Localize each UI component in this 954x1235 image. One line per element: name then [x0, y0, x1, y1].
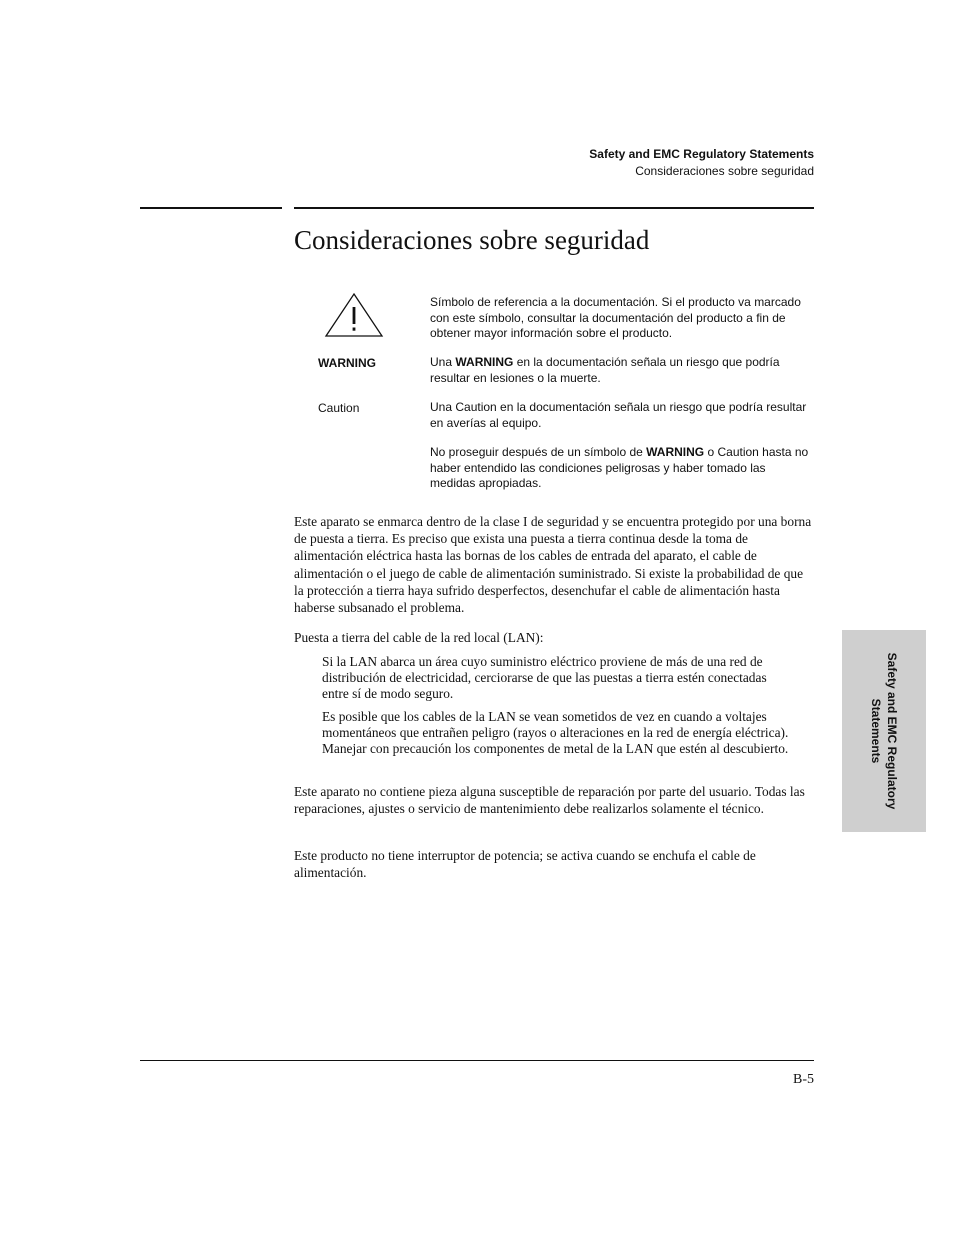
power-switch-paragraph: Este producto no tiene interruptor de potencia; se activa cuando se enchufa el cable de alimentación. [294, 848, 756, 881]
caution-description: Una Caution en la documentación señala un riesgo que podría resultar en averías al equipo. [430, 400, 807, 430]
warning-label: WARNING [318, 356, 376, 370]
chapter-side-tab [842, 630, 926, 832]
lan-grounding-item-1: Si la LAN abarca un área cuyo suministro eléctrico proviene de más de una red de distribución de electricidad, cerciorarse de que las puestas a tierra estén conectadas entre sí de modo seguro. [322, 654, 767, 701]
icon-description: Símbolo de referencia a la documentación. Si el producto va marcado con este símbolo, consultar la documentación del producto a fin de obtener mayor información sobre el producto. [430, 295, 801, 340]
page-title: Consideraciones sobre seguridad [294, 225, 650, 255]
title-rule-right [294, 207, 814, 209]
caution-label: Caution [318, 401, 360, 415]
footer-rule [140, 1060, 814, 1061]
proceed-inline-term: WARNING [646, 445, 705, 459]
warning-description: Una WARNING en la documentación señala un riesgo que podría resultar en lesiones o la muerte. [430, 355, 780, 385]
page-number: B-5 [793, 1072, 814, 1087]
lan-grounding-heading: Puesta a tierra del cable de la red local (LAN): [294, 630, 544, 645]
warning-inline-term: WARNING [455, 355, 514, 369]
running-header-chapter: Safety and EMC Regulatory Statements [589, 147, 814, 161]
service-paragraph: Este aparato no contiene pieza alguna susceptible de reparación por parte del usuario. Todas las reparaciones, ajustes o servicio de mantenimiento debe realizarlos solamente el técnico. [294, 784, 805, 817]
running-header [589, 146, 814, 180]
title-rule-left [140, 207, 282, 209]
lan-grounding-item-2: Es posible que los cables de la LAN se vean sometidos de vez en cuando a voltajes momentáneos que entrañen peligro (rayos o alteraciones en la red de energía eléctrica). Manejar con precaución los componentes de metal de la LAN que estén al descubierto. [322, 709, 789, 756]
side-tab-text: Safety and EMC Regulatory Statements [869, 652, 899, 810]
proceed-note: No proseguir después de un símbolo de WARNING o Caution hasta no haber entendido las condiciones peligrosas y haber tomado las medidas apropiadas. [430, 445, 809, 490]
grounding-paragraph: Este aparato se enmarca dentro de la clase I de seguridad y se encuentra protegido por una borna de puesta a tierra. Es preciso que exista una puesta a tierra continua desde la toma de alimentación eléctrica hasta las bornas de los cables de entrada del aparato, el cable de alimentación o el juego de cable de alimentación suministrado. Si existe la probabilidad de que la protección a tierra haya sufrido desperfectos, desenchufar el cable de alimentación hasta haberse subsanado el problema. [294, 514, 812, 616]
running-header-section: Consideraciones sobre seguridad [635, 164, 814, 178]
warning-triangle-icon [324, 292, 384, 338]
